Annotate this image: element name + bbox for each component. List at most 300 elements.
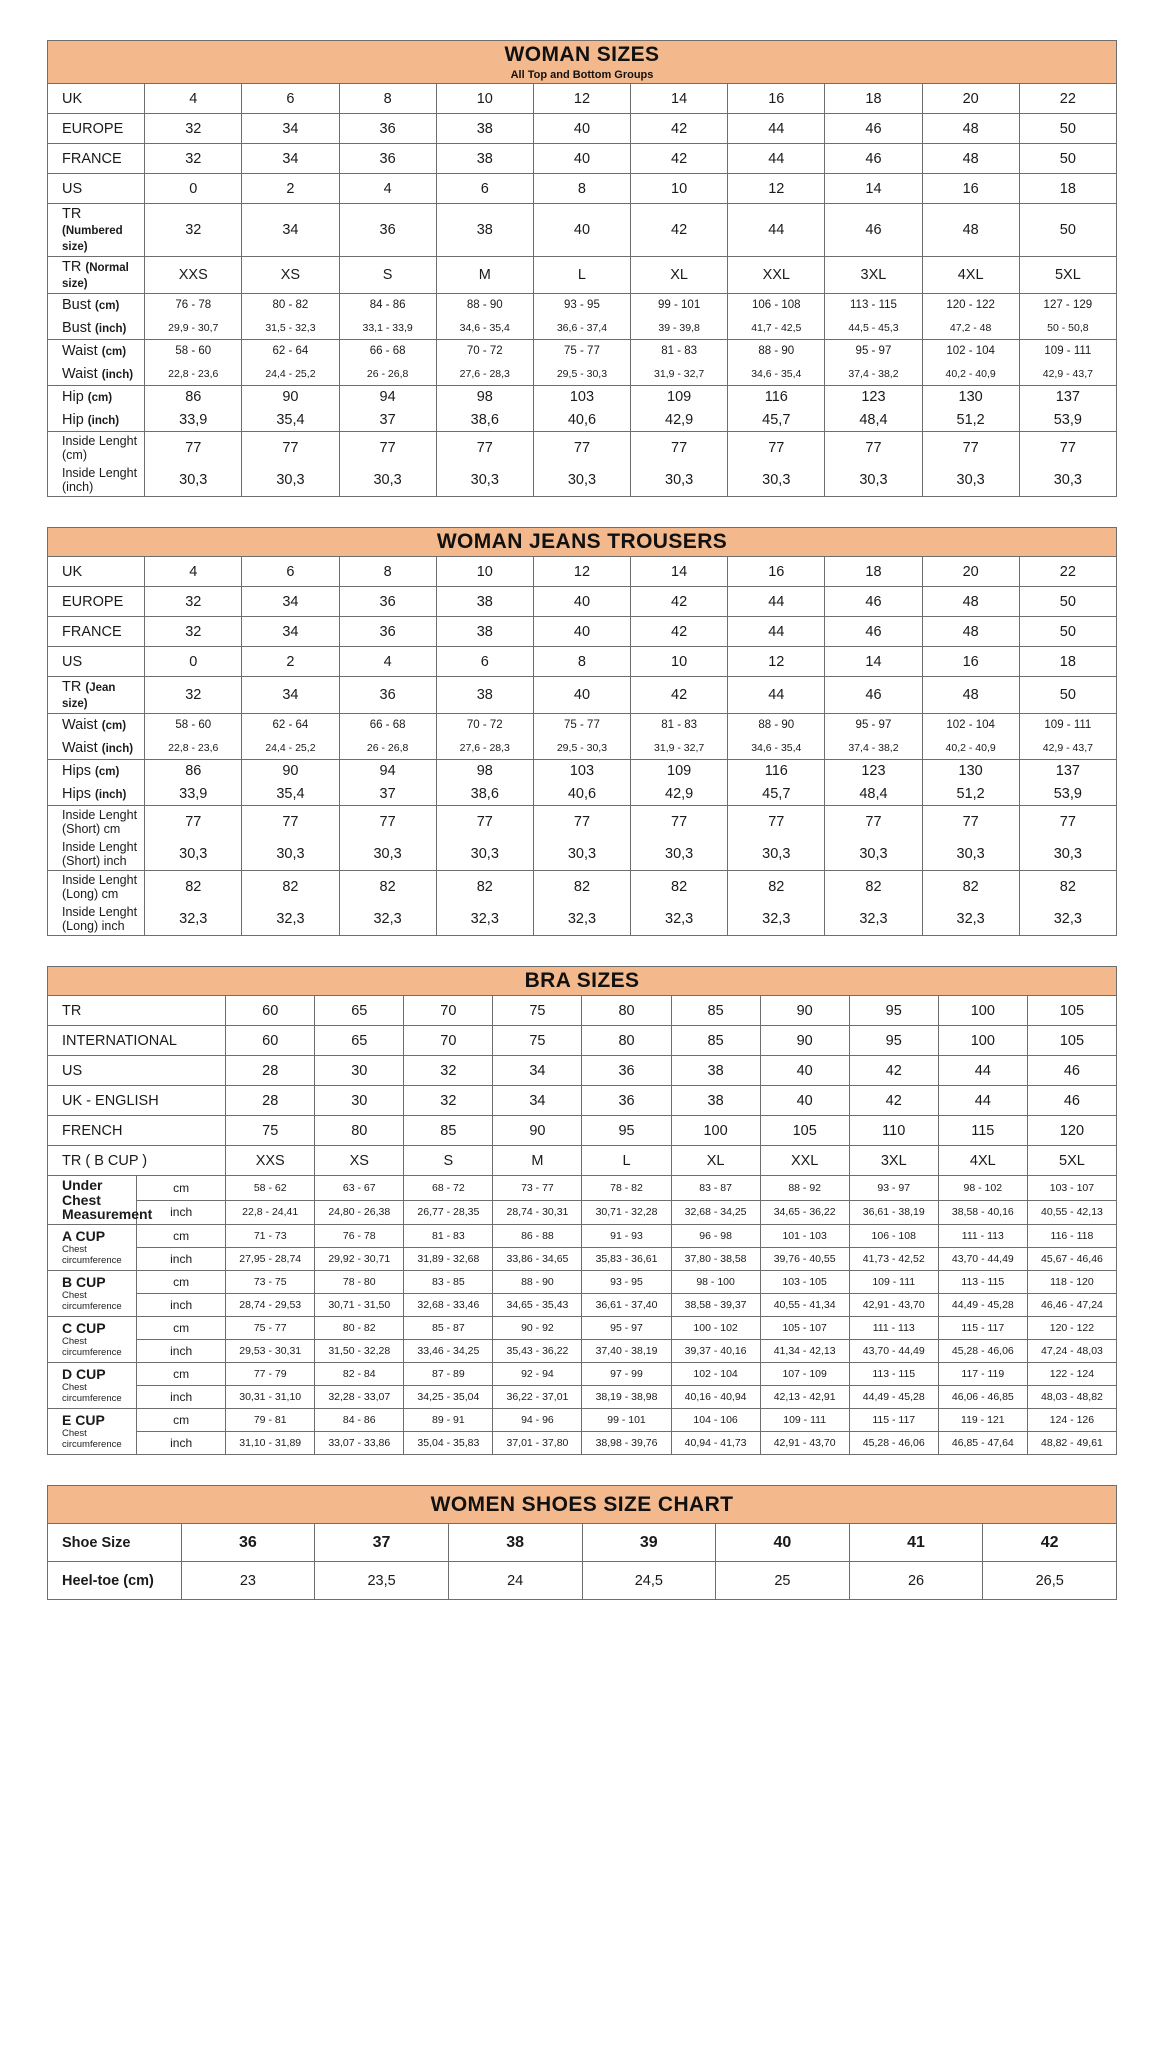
cell: 4 bbox=[145, 84, 242, 114]
cell: 42 bbox=[631, 587, 728, 617]
cell: 42,91 - 43,70 bbox=[849, 1294, 938, 1317]
table-row bbox=[48, 1409, 1117, 1432]
cell: 102 - 104 bbox=[671, 1363, 760, 1386]
cell: 36 bbox=[181, 1524, 315, 1562]
cell: 39 - 39,8 bbox=[631, 317, 728, 340]
cell: 29,9 - 30,7 bbox=[145, 317, 242, 340]
cell: 30,3 bbox=[436, 464, 533, 497]
row-label bbox=[48, 257, 145, 294]
cell: 37 bbox=[315, 1524, 449, 1562]
cell: 42 bbox=[631, 114, 728, 144]
table-row bbox=[48, 1317, 1117, 1340]
cell: 44 bbox=[728, 587, 825, 617]
cell: 32,3 bbox=[339, 903, 436, 936]
cell: 77 bbox=[533, 432, 630, 465]
cell: 40 bbox=[533, 204, 630, 257]
cell: 58 - 60 bbox=[145, 714, 242, 737]
row-label-text: Inside Lenght bbox=[62, 873, 138, 887]
cell: 99 - 101 bbox=[631, 294, 728, 317]
row-label-unit: (cm) bbox=[95, 766, 120, 779]
cell: 40,2 - 40,9 bbox=[922, 363, 1019, 386]
cell: 30,3 bbox=[242, 464, 339, 497]
cell: 30 bbox=[315, 1056, 404, 1086]
cell: 48 bbox=[922, 114, 1019, 144]
cell: 34 bbox=[242, 114, 339, 144]
unit-cell: inch bbox=[137, 1200, 226, 1225]
woman-sizes-body bbox=[48, 41, 1117, 497]
table-row bbox=[48, 1056, 1117, 1086]
cell: 14 bbox=[825, 174, 922, 204]
cell: 48,03 - 48,82 bbox=[1027, 1386, 1116, 1409]
row-label-text: E CUP bbox=[62, 1412, 105, 1429]
table-row bbox=[48, 871, 1117, 904]
cell: 82 bbox=[242, 871, 339, 904]
cell: 75 - 77 bbox=[533, 340, 630, 363]
unit-cell: inch bbox=[137, 1386, 226, 1409]
row-label-unit: (inch) bbox=[95, 322, 127, 335]
cell: 51,2 bbox=[922, 409, 1019, 432]
cell: 109 - 111 bbox=[849, 1271, 938, 1294]
cell: 8 bbox=[533, 647, 630, 677]
cell: 23,5 bbox=[315, 1562, 449, 1600]
cell: 71 - 73 bbox=[226, 1225, 315, 1248]
cell: 34,25 - 35,04 bbox=[404, 1386, 493, 1409]
cell: 80 - 82 bbox=[242, 294, 339, 317]
cell: 45,28 - 46,06 bbox=[938, 1340, 1027, 1363]
cell: 93 - 95 bbox=[533, 294, 630, 317]
cell: 75 - 77 bbox=[226, 1317, 315, 1340]
cell: 46 bbox=[1027, 1056, 1116, 1086]
cell: 98 bbox=[436, 760, 533, 783]
cell: 36 bbox=[339, 114, 436, 144]
cell: 22,8 - 23,6 bbox=[145, 363, 242, 386]
cell: 37,4 - 38,2 bbox=[825, 363, 922, 386]
cell: 38,6 bbox=[436, 409, 533, 432]
row-label: UK bbox=[48, 557, 145, 587]
cell: 30,71 - 32,28 bbox=[582, 1200, 671, 1225]
row-label bbox=[48, 903, 145, 936]
cell: 109 bbox=[631, 760, 728, 783]
cell: 37 bbox=[339, 409, 436, 432]
cell: 120 bbox=[1027, 1116, 1116, 1146]
cell: 40,55 - 42,13 bbox=[1027, 1200, 1116, 1225]
cell: 48,82 - 49,61 bbox=[1027, 1432, 1116, 1455]
cell: 100 bbox=[671, 1116, 760, 1146]
cell: 48 bbox=[922, 677, 1019, 714]
row-label-text: Waist bbox=[62, 365, 102, 382]
cell: 35,04 - 35,83 bbox=[404, 1432, 493, 1455]
table-row bbox=[48, 1200, 1117, 1225]
cell: 32,3 bbox=[922, 903, 1019, 936]
cell: 32,3 bbox=[242, 903, 339, 936]
cell: 85 bbox=[671, 996, 760, 1026]
cell: 48 bbox=[922, 144, 1019, 174]
row-label-unit: (Numbered size) bbox=[62, 225, 123, 253]
cell: 48 bbox=[922, 617, 1019, 647]
cell: 42 bbox=[631, 204, 728, 257]
table-row bbox=[48, 1432, 1117, 1455]
table-row bbox=[48, 1116, 1117, 1146]
cell: 35,83 - 36,61 bbox=[582, 1248, 671, 1271]
cell: 27,6 - 28,3 bbox=[436, 363, 533, 386]
cell: 44 bbox=[728, 144, 825, 174]
row-label-text: Waist bbox=[62, 739, 102, 756]
cell: 117 - 119 bbox=[938, 1363, 1027, 1386]
cell: 22,8 - 24,41 bbox=[226, 1200, 315, 1225]
cell: 24 bbox=[448, 1562, 582, 1600]
cell: 77 bbox=[728, 806, 825, 839]
cell: 33,9 bbox=[145, 409, 242, 432]
table-row bbox=[48, 144, 1117, 174]
row-label-text: C CUP bbox=[62, 1320, 106, 1337]
cell: 96 - 98 bbox=[671, 1225, 760, 1248]
cell: 34 bbox=[493, 1056, 582, 1086]
cell: 77 bbox=[533, 806, 630, 839]
cell: 32,68 - 33,46 bbox=[404, 1294, 493, 1317]
cell: 113 - 115 bbox=[849, 1363, 938, 1386]
cell: 40 bbox=[716, 1524, 850, 1562]
row-label-unit: (Long) cm bbox=[62, 887, 119, 901]
cell: XXS bbox=[145, 257, 242, 294]
cell: 82 bbox=[339, 871, 436, 904]
row-label bbox=[48, 677, 145, 714]
cell: 33,1 - 33,9 bbox=[339, 317, 436, 340]
cell: 68 - 72 bbox=[404, 1176, 493, 1201]
cell: 102 - 104 bbox=[922, 340, 1019, 363]
cell: 113 - 115 bbox=[825, 294, 922, 317]
cell: 24,80 - 26,38 bbox=[315, 1200, 404, 1225]
cell: 77 bbox=[922, 432, 1019, 465]
row-label-unit: (cm) bbox=[87, 392, 113, 405]
cell: 30,3 bbox=[145, 464, 242, 497]
row-label-text: Hips bbox=[62, 785, 96, 802]
cell: 42 bbox=[631, 677, 728, 714]
cell: 34 bbox=[493, 1086, 582, 1116]
row-label: EUROPE bbox=[48, 587, 145, 617]
cell: 44 bbox=[938, 1086, 1027, 1116]
cell: 44,49 - 45,28 bbox=[938, 1294, 1027, 1317]
bra-title-cell bbox=[48, 967, 1117, 996]
cell: 41 bbox=[849, 1524, 983, 1562]
row-label bbox=[48, 1363, 137, 1409]
table-row bbox=[48, 587, 1117, 617]
cell: 30,3 bbox=[339, 838, 436, 871]
cell: 137 bbox=[1019, 760, 1116, 783]
cell: 120 - 122 bbox=[922, 294, 1019, 317]
woman-sizes-subtitle: All Top and Bottom Groups bbox=[510, 69, 654, 81]
table-row bbox=[48, 714, 1117, 737]
row-label-text: Hip bbox=[62, 411, 88, 428]
cell: 37,40 - 38,19 bbox=[582, 1340, 671, 1363]
row-label-text: Hips bbox=[62, 763, 96, 780]
row-label bbox=[48, 317, 145, 340]
cell: 90 - 92 bbox=[493, 1317, 582, 1340]
cell: 103 - 107 bbox=[1027, 1176, 1116, 1201]
cell: 4 bbox=[339, 174, 436, 204]
cell: 34 bbox=[242, 677, 339, 714]
cell: 36 bbox=[339, 617, 436, 647]
cell: 88 - 90 bbox=[728, 714, 825, 737]
table-row bbox=[48, 363, 1117, 386]
cell: 36,22 - 37,01 bbox=[493, 1386, 582, 1409]
cell: 82 bbox=[922, 871, 1019, 904]
cell: 28,74 - 29,53 bbox=[226, 1294, 315, 1317]
cell: 28 bbox=[226, 1056, 315, 1086]
cell: 77 bbox=[922, 806, 1019, 839]
cell: 31,9 - 32,7 bbox=[631, 363, 728, 386]
cell: 50 bbox=[1019, 114, 1116, 144]
cell: 78 - 80 bbox=[315, 1271, 404, 1294]
cell: 127 - 129 bbox=[1019, 294, 1116, 317]
cell: 29,92 - 30,71 bbox=[315, 1248, 404, 1271]
cell: 10 bbox=[436, 557, 533, 587]
row-label: Heel-toe (cm) bbox=[48, 1562, 182, 1600]
row-label-unit: (inch) bbox=[101, 742, 134, 755]
cell: 90 bbox=[242, 386, 339, 409]
cell: 14 bbox=[825, 647, 922, 677]
cell: 26 - 26,8 bbox=[339, 737, 436, 760]
cell: 44 bbox=[728, 677, 825, 714]
cell: 137 bbox=[1019, 386, 1116, 409]
cell: 16 bbox=[922, 647, 1019, 677]
cell: 32 bbox=[145, 114, 242, 144]
cell: 62 - 64 bbox=[242, 714, 339, 737]
row-label-text: Inside Lenght bbox=[62, 434, 138, 448]
cell: 80 bbox=[315, 1116, 404, 1146]
row-label-text: Waist bbox=[62, 343, 102, 360]
cell: 48 bbox=[922, 204, 1019, 257]
cell: 42,9 - 43,7 bbox=[1019, 363, 1116, 386]
cell: 105 bbox=[1027, 996, 1116, 1026]
cell: 77 bbox=[825, 806, 922, 839]
cell: 32,3 bbox=[631, 903, 728, 936]
row-label-text: TR bbox=[62, 206, 82, 222]
cell: 86 bbox=[145, 386, 242, 409]
cell: 33,86 - 34,65 bbox=[493, 1248, 582, 1271]
cell: 37,01 - 37,80 bbox=[493, 1432, 582, 1455]
cell: 42 bbox=[849, 1086, 938, 1116]
table-row bbox=[48, 340, 1117, 363]
cell: 40 bbox=[760, 1056, 849, 1086]
woman-sizes-title-cell bbox=[48, 41, 1117, 84]
cell: 50 bbox=[1019, 587, 1116, 617]
table-row bbox=[48, 294, 1117, 317]
cell: 42 bbox=[849, 1056, 938, 1086]
cell: 34,6 - 35,4 bbox=[728, 363, 825, 386]
cell: 116 - 118 bbox=[1027, 1225, 1116, 1248]
row-label bbox=[48, 464, 145, 497]
cell: 101 - 103 bbox=[760, 1225, 849, 1248]
cell: 38 bbox=[436, 587, 533, 617]
cell: 94 - 96 bbox=[493, 1409, 582, 1432]
cell: 38 bbox=[436, 114, 533, 144]
row-label-unit: (inch) bbox=[95, 788, 127, 801]
row-label-sub: Chest circumference bbox=[62, 1335, 122, 1358]
cell: 44 bbox=[728, 114, 825, 144]
cell: 83 - 87 bbox=[671, 1176, 760, 1201]
cell: 88 - 90 bbox=[436, 294, 533, 317]
cell: 38 bbox=[436, 204, 533, 257]
cell: 77 bbox=[728, 432, 825, 465]
row-label: US bbox=[48, 1056, 226, 1086]
table-row bbox=[48, 257, 1117, 294]
cell: 14 bbox=[631, 84, 728, 114]
cell: 46 bbox=[825, 677, 922, 714]
cell: 32 bbox=[404, 1086, 493, 1116]
cell: 109 - 111 bbox=[1019, 714, 1116, 737]
cell: 106 - 108 bbox=[849, 1225, 938, 1248]
table-row bbox=[48, 760, 1117, 783]
cell: 32 bbox=[145, 617, 242, 647]
cell: 38,6 bbox=[436, 783, 533, 806]
cell: 30 bbox=[315, 1086, 404, 1116]
cell: XS bbox=[242, 257, 339, 294]
cell: 30,3 bbox=[922, 838, 1019, 871]
cell: 33,9 bbox=[145, 783, 242, 806]
cell: 45,28 - 46,06 bbox=[849, 1432, 938, 1455]
cell: 88 - 90 bbox=[728, 340, 825, 363]
cell: 22,8 - 23,6 bbox=[145, 737, 242, 760]
cell: 41,7 - 42,5 bbox=[728, 317, 825, 340]
table-row bbox=[48, 1524, 1117, 1562]
row-label bbox=[48, 340, 145, 363]
cell: 42,9 - 43,7 bbox=[1019, 737, 1116, 760]
table-row bbox=[48, 1248, 1117, 1271]
cell: 76 - 78 bbox=[145, 294, 242, 317]
cell: 53,9 bbox=[1019, 783, 1116, 806]
unit-cell: inch bbox=[137, 1294, 226, 1317]
table-row bbox=[48, 1225, 1117, 1248]
cell: 99 - 101 bbox=[582, 1409, 671, 1432]
cell: 41,73 - 42,52 bbox=[849, 1248, 938, 1271]
unit-cell: cm bbox=[137, 1363, 226, 1386]
table-row bbox=[48, 174, 1117, 204]
cell: 34,65 - 35,43 bbox=[493, 1294, 582, 1317]
cell: 42,91 - 43,70 bbox=[760, 1432, 849, 1455]
cell: 103 bbox=[533, 760, 630, 783]
cell: 82 bbox=[825, 871, 922, 904]
cell: 44,49 - 45,28 bbox=[849, 1386, 938, 1409]
row-label-unit: (inch) bbox=[101, 368, 134, 381]
cell: 130 bbox=[922, 760, 1019, 783]
table-row bbox=[48, 84, 1117, 114]
row-label-text: Waist bbox=[62, 717, 102, 734]
table-row bbox=[48, 903, 1117, 936]
woman-sizes-table bbox=[47, 40, 1117, 497]
cell: 90 bbox=[493, 1116, 582, 1146]
cell: 12 bbox=[533, 557, 630, 587]
row-label bbox=[48, 871, 145, 904]
table-row bbox=[48, 1086, 1117, 1116]
cell: 2 bbox=[242, 647, 339, 677]
cell: 8 bbox=[339, 557, 436, 587]
bra-title: BRA SIZES bbox=[524, 969, 640, 992]
table-row bbox=[48, 1146, 1117, 1176]
cell: 30,3 bbox=[728, 464, 825, 497]
cell: 32,3 bbox=[145, 903, 242, 936]
cell: 113 - 115 bbox=[938, 1271, 1027, 1294]
cell: 48,4 bbox=[825, 783, 922, 806]
cell: 20 bbox=[922, 557, 1019, 587]
row-label: US bbox=[48, 174, 145, 204]
row-label bbox=[48, 1225, 137, 1271]
row-label-unit: (Normal size) bbox=[62, 262, 129, 290]
cell: 32,3 bbox=[436, 903, 533, 936]
cell: 46 bbox=[1027, 1086, 1116, 1116]
cell: 22 bbox=[1019, 84, 1116, 114]
cell: 118 - 120 bbox=[1027, 1271, 1116, 1294]
cell: 5XL bbox=[1027, 1146, 1116, 1176]
table-row bbox=[48, 204, 1117, 257]
row-label bbox=[48, 363, 145, 386]
shoes-title-cell bbox=[48, 1486, 1117, 1524]
cell: 32 bbox=[145, 587, 242, 617]
cell: 46 bbox=[825, 114, 922, 144]
cell: 119 - 121 bbox=[938, 1409, 1027, 1432]
cell: 30,3 bbox=[825, 838, 922, 871]
cell: 4 bbox=[145, 557, 242, 587]
cell: 95 bbox=[849, 996, 938, 1026]
cell: 35,4 bbox=[242, 783, 339, 806]
cell: M bbox=[436, 257, 533, 294]
row-label: FRENCH bbox=[48, 1116, 226, 1146]
cell: 30,31 - 31,10 bbox=[226, 1386, 315, 1409]
cell: 10 bbox=[631, 647, 728, 677]
table-row bbox=[48, 114, 1117, 144]
cell: 45,7 bbox=[728, 409, 825, 432]
cell: 70 - 72 bbox=[436, 340, 533, 363]
cell: 3XL bbox=[825, 257, 922, 294]
row-label bbox=[48, 838, 145, 871]
table-row bbox=[48, 677, 1117, 714]
shoes-body bbox=[48, 1486, 1117, 1600]
cell: 18 bbox=[1019, 647, 1116, 677]
cell: 31,9 - 32,7 bbox=[631, 737, 728, 760]
cell: 36,61 - 37,40 bbox=[582, 1294, 671, 1317]
cell: 70 - 72 bbox=[436, 714, 533, 737]
table-row bbox=[48, 1386, 1117, 1409]
cell: 42 bbox=[631, 144, 728, 174]
row-label: FRANCE bbox=[48, 144, 145, 174]
cell: 36 bbox=[339, 587, 436, 617]
cell: 103 - 105 bbox=[760, 1271, 849, 1294]
row-label bbox=[48, 783, 145, 806]
table-row bbox=[48, 783, 1117, 806]
row-label-text: Bust bbox=[62, 297, 96, 314]
cell: 84 - 86 bbox=[339, 294, 436, 317]
row-label-text: Inside Lenght bbox=[62, 466, 138, 480]
cell: 115 bbox=[938, 1116, 1027, 1146]
unit-cell: inch bbox=[137, 1340, 226, 1363]
cell: 12 bbox=[533, 84, 630, 114]
cell: 6 bbox=[436, 174, 533, 204]
row-label bbox=[48, 409, 145, 432]
cell: 58 - 60 bbox=[145, 340, 242, 363]
table-row bbox=[48, 1176, 1117, 1201]
row-label-text: D CUP bbox=[62, 1366, 106, 1383]
cell: 31,10 - 31,89 bbox=[226, 1432, 315, 1455]
cell: 34,6 - 35,4 bbox=[728, 737, 825, 760]
cell: 66 - 68 bbox=[339, 714, 436, 737]
cell: 82 bbox=[533, 871, 630, 904]
cell: 116 bbox=[728, 760, 825, 783]
cell: 2 bbox=[242, 174, 339, 204]
cell: 82 bbox=[1019, 871, 1116, 904]
row-label-text: Inside Lenght bbox=[62, 905, 138, 919]
cell: 6 bbox=[242, 557, 339, 587]
cell: 109 bbox=[631, 386, 728, 409]
cell: 32,28 - 33,07 bbox=[315, 1386, 404, 1409]
